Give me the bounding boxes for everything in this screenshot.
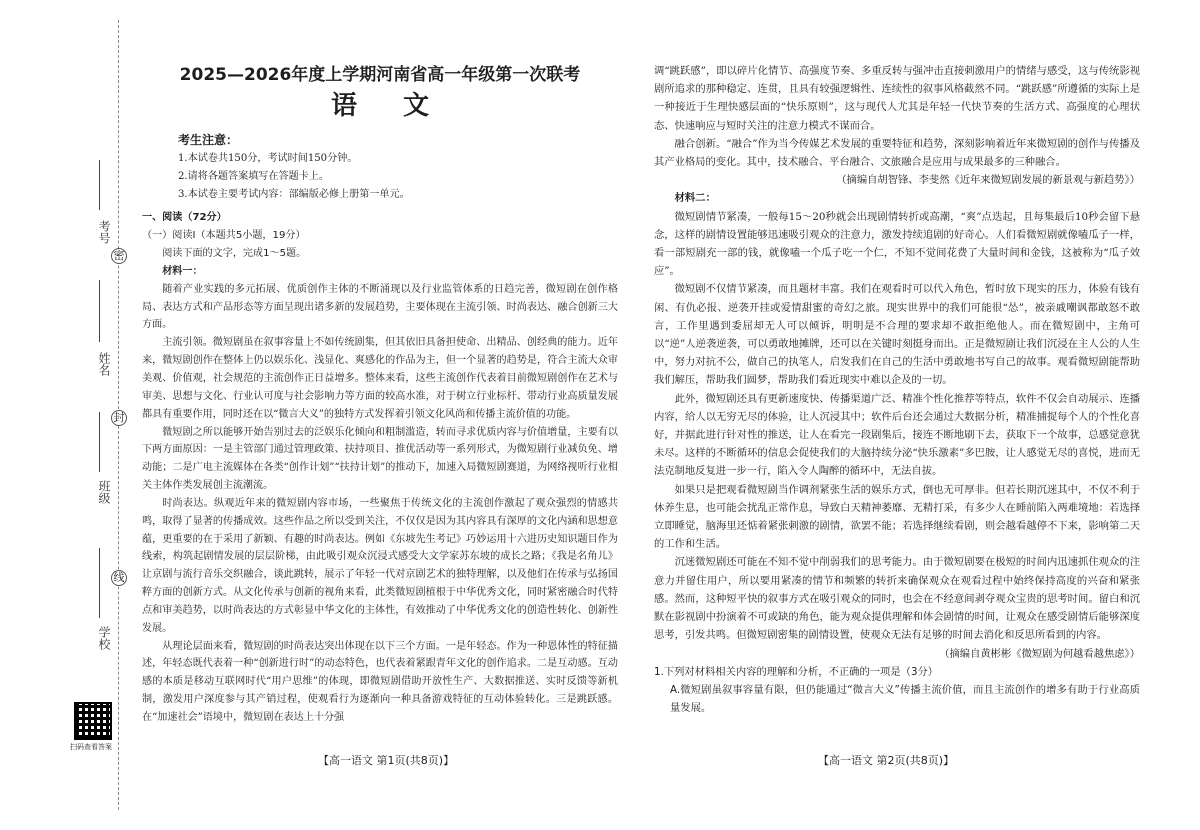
passage-paragraph: 如果只是把观看微短剧当作调剂紧张生活的娱乐方式，倒也无可厚非。但若长期沉迷其中，不仅不利于休养生息，也可能会扰乱正常作息，导致白天精神萎靡、无精打采，有多少人在睡前陷入两难境地：若选择立即睡觉，脑海里还惦着紧张刺激的剧情，欲罢不能；若选择继续看剧，则会越看越停不下来，影响第二天的工作和生活。 bbox=[654, 483, 1140, 551]
field-label-school: 学校 bbox=[97, 626, 111, 650]
field-label-exam-number: 考号 bbox=[97, 220, 111, 244]
qr-caption: 扫码查看答案 bbox=[70, 743, 112, 751]
seal-mark-xian: 线 bbox=[111, 570, 127, 586]
exam-number-blank[interactable] bbox=[99, 160, 100, 210]
source-citation: （摘编自黄彬彬《微短剧为何越看越焦虑》） bbox=[939, 647, 1140, 660]
material-two-label: 材料二： bbox=[674, 192, 716, 205]
page-one-footer: 【高一语文 第1页(共8页)】 bbox=[318, 754, 455, 767]
page-two-footer: 【高一语文 第2页(共8页)】 bbox=[818, 754, 955, 767]
subsection-heading: （一）阅读Ⅰ（本题共5小题，19分） bbox=[142, 230, 306, 242]
passage-paragraph: 时尚表达。纵观近年来的微短剧内容市场，一些聚焦于传统文化的主流创作激起了观众强烈的情感共鸣，取得了显著的传播成效。这些作品之所以受到关注，不仅仅是因为其内容具有深厚的文化内涵和思想意蕴，更重要的在于采用了新颖、有趣的时尚表达。例如《东坡先生考记》巧妙运用十六进历史知识题目作为线索，构筑起剧情发展的层层阶梯，由此吸引观众沉浸式感受大文学家苏东坡的成长之路；《我是名角儿》让京剧与流行音乐交织融合，谈此跳转，展示了年轻一代对京剧艺术的独特理解，以及他们在传承与弘扬国粹方面的创新方式。从文化传承与创新的视角来看，此类微短剧植根于中华优秀文化，同时紧密融合时代特点和审美趋势，以时尚表达的方式彰显中华文化的主体性，有效推动了中华优秀文化的创造性转化、创新性发展。 bbox=[142, 497, 618, 634]
passage-paragraph: 微短剧不仅情节紧凑，而且题材丰富。我们在观看时可以代入角色，暂时放下现实的压力，体验有钱有闲、有仇必报、逆袭开挂或爱情甜蜜的奇幻之旅。现实世界中的我们可能很“怂”，被亲戚嘲讽都敢怒不敢言，工作里遇到委屈却无人可以倾诉，明明是不合理的要求却不敢拒绝他人。而在微短剧中，主角可以“逆”人逆袭逆袭，可以勇敢地摊牌，还可以在关键时刻挺身而出。正是微短剧让我们沉浸在主人公的人生中，努力对抗不公，做自己的执笔人，启发我们在自己的生活中勇敢地书写自己的故事。观看微短剧能帮助我们解压，帮助我们圆梦，帮助我们看近现实中难以企及的一切。 bbox=[654, 283, 1140, 387]
page-two bbox=[654, 62, 1140, 717]
passage-paragraph: 调“跳跃感”，即以碎片化情节、高强度节奏、多重反转与强冲击直接刺激用户的情绪与感受，这与传统影视剧所追求的那种稳定、连贯，且具有较强逻辑性、连续性的叙事风格截然不同。“跳跃感”所遵循的实际上是一种接近于生理快感层面的“快乐原则”，这与现代人尤其是年轻一代快节奏的生活方式、高强度的心理状态、快速响应与短时关注的注意力模式不谋而合。 bbox=[654, 65, 1140, 132]
passage-paragraph: 从理论层面来看，微短剧的时尚表达突出体现在以下三个方面。一是年轻态。作为一种恩体性的特征描述，年轻态既代表着一种“创新进行时”的动态特色，也代表着紧跟青年文化的创作追求。二是互动感。互动感的本质是移动互联网时代“用户思维”的体现，即微短剧借助开放性生产、大数据推送、实时反馈等新机制，激发用户深度参与其产销过程，使观看行为逐渐向一种具备游戏特征的互动体验转化。三是跳跃感。在“加速社会”语境中，微短剧在表达上十分强 bbox=[142, 640, 618, 723]
notice-item: 1.本试卷共150分，考试时间150分钟。 bbox=[178, 152, 358, 164]
class-blank[interactable] bbox=[99, 412, 100, 472]
page-one bbox=[142, 40, 618, 727]
reading-instruction: 阅读下面的文字，完成1～5题。 bbox=[162, 248, 307, 260]
seal-mark-mi: 密 bbox=[111, 248, 127, 264]
name-blank[interactable] bbox=[99, 280, 100, 342]
notice-item: 2.请将各题答案填写在答题卡上。 bbox=[178, 170, 329, 182]
exam-title: 2025—2026年度上学期河南省高一年级第一次联考 bbox=[179, 65, 581, 85]
notice-block bbox=[178, 132, 618, 203]
passage-paragraph: 沉迷微短剧还可能在不知不觉中削弱我们的思考能力。由于微短剧要在极短的时间内迅速抓住观众的注意力并留住用户，所以要用紧凑的情节和频繁的转折来确保观众在观看过程中始终保持高度的兴奋和紧张感。然而，这种短平快的叙事方式在吸引观众的同时，也会在不经意间剥夺观众宝贵的思考时间。留白和沉默在影视剧中扮演着不可或缺的角色，能为观众提供理解和体会剧情的时间，让观众在感受剧情后能够深度思考，引发共鸣。但微短剧密集的剧情设置，使观众无法有足够的时间去消化和反思所看到的内容。 bbox=[654, 556, 1140, 642]
notice-item: 3.本试卷主要考试内容：部编版必修上册第一单元。 bbox=[178, 188, 410, 200]
source-citation: （摘编自胡智锋、李斐然《近年来微短剧发展的新景观与新趋势》） bbox=[836, 174, 1140, 187]
seal-mark-feng: 封 bbox=[111, 410, 127, 426]
qr-code-icon[interactable] bbox=[74, 702, 112, 740]
material-one-label: 材料一： bbox=[162, 265, 203, 277]
question-option: A.微短剧虽叙事容量有限，但仍能通过“微言大义”传播主流价值，而且主流创作的增多有助于行业高质量发展。 bbox=[670, 683, 1140, 715]
question-stem: 1.下列对材料相关内容的理解和分析，不正确的一项是（3分） bbox=[654, 665, 939, 678]
passage-paragraph: 此外，微短剧还具有更新速度快、传播渠道广泛、精准个性化推荐等特点，软件不仅会自动展示、连播内容，给人以无穷无尽的体验，让人沉浸其中；软件后台还会通过大数据分析，精准捕捉每个人的个性化喜好，并据此进行针对性的推送，让人在看完一段剧集后，接连不断地刷下去，获取下一个故事，总感觉意犹未尽。这样的不断循环的信息会促使我们的大脑持续分泌“快乐激素”多巴胺，让人感觉无尽的喜悦，进而无法克制地反复进一步一行，陷入令人陶醉的循环中，无法自拔。 bbox=[654, 392, 1140, 478]
passage-paragraph: 主流引领。微短剧虽在叙事容量上不如传统剧集，但其依旧具备担使命、出精品、创经典的能力。近年来，微短剧创作在整体上仍以娱乐化、浅显化、爽感化的作品为主，但一个显著的趋势是，符合主流大众审美观、价值观，社会规范的主流创作正日益增多。整体来看，这些主流创作代表着目前微短剧创作在艺术与审美、思想与文化、行业认可度与社会影响力等方面的较高水准，对于树立行业标杆、带动行业高质量发展都具有重要作用，同时还在以“微言大义”的独特方式发挥着引领文化风尚和传播主流价值的功能。 bbox=[142, 337, 618, 420]
field-label-name: 姓名 bbox=[97, 352, 111, 376]
section-heading: 一、阅读（72分） bbox=[142, 212, 227, 224]
notice-heading: 考生注意： bbox=[178, 133, 239, 147]
passage-paragraph: 微短剧情节紧凑，一般每15～20秒就会出现剧情转折或高潮，“爽”点迭起，且每集最后10秒会留下悬念，这样的剧情设置能够迅速吸引观众的注意力，激发持续追剧的好奇心。人们看微短剧就像嗑瓜子一样，看一部短剧充一部的钱，就像嗑一个瓜子吃一个仁，不知不觉间花费了大量时间和金钱，这被称为“瓜子效应”。 bbox=[654, 210, 1140, 278]
passage-paragraph: 随着产业实践的多元拓展、优质创作主体的不断涌现以及行业监管体系的日趋完善，微短剧在创作格局、表达方式和产品形态等方面呈现出诸多新的发展趋势，主要体现在主流引领、时尚表达、融合创新三大方面。 bbox=[142, 283, 618, 331]
school-blank[interactable] bbox=[99, 548, 100, 618]
subject-title: 语文 bbox=[330, 91, 475, 121]
passage-paragraph: 融合创新。“融合”作为当今传媒艺术发展的重要特征和趋势，深刻影响着近年来微短剧的创作与传播及其产业格局的变化。其中，技术融合、平台融合、文旅融合是应用与成果最多的三种融合。 bbox=[654, 137, 1140, 169]
passage-paragraph: 微短剧之所以能够开始告别过去的泛娱乐化倾向和粗制滥造，转而寻求优质内容与价值增量，主要有以下两方面原因：一是主管部门通过管理政策、扶持项目、推优活动等一系列形式，为微短剧行业减负免、增动能；二是广电主流媒体在各类“创作计划”“扶持计划”的推动下，加速入局微短剧赛道，为网络视听行业相关主体作类发展创主流潮流。 bbox=[142, 426, 618, 492]
field-label-class: 班级 bbox=[97, 480, 111, 504]
